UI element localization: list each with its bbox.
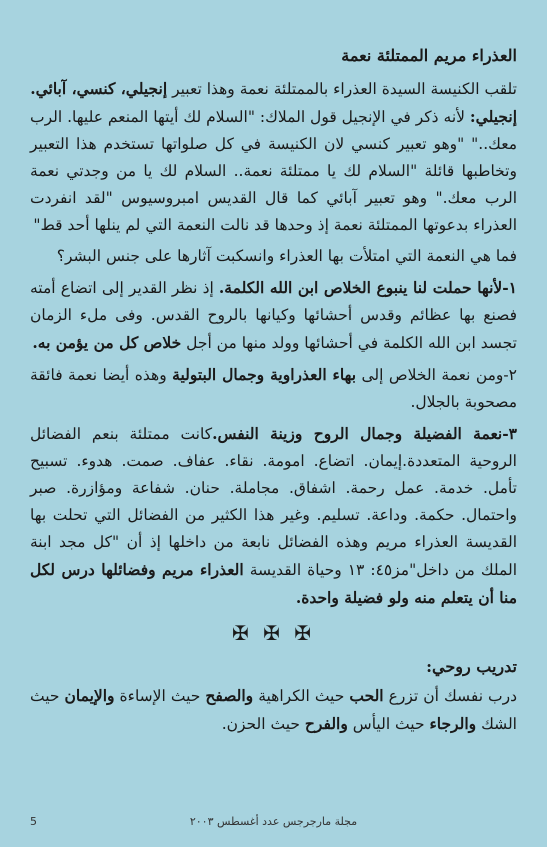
intro-text: تلقب الكنيسة السيدة العذراء بالممتلئة نعمة وهذا تعبير (167, 80, 517, 98)
exercise-bold: والصفح (205, 686, 254, 705)
exercise-part: حيث الكراهية (253, 687, 350, 705)
point-one (30, 274, 517, 357)
point-three (30, 420, 517, 612)
page-number: 5 (30, 815, 37, 828)
page-footer (30, 815, 517, 835)
point-three-text: كانت ممتلئة بنعم الفضائل الروحية المتعددة.إيمان. اتضاع. امومة. نقاء. عفاف. صمت. هدوء. تسبيح تأمل. خدمة. عمل رحمة. اشفاق. مجاملة. حنان. شفاعة ومؤازرة. صبر واحتمال. حكمة. وداعة. تسليم. وغير هذا الكثير من الفضائل التي تحلت بها القديسة العذراء مريم وهذه الفضائل نابعة من داخلها إذ أن "كل مجد ابنة الملك من داخل"مز٤٥: ١٣ وحياة القديسة (30, 425, 518, 579)
spiritual-exercise-title: تدريب روحي: (426, 657, 517, 676)
exercise-part: حيث الشك (30, 687, 517, 733)
spiritual-exercise-text (30, 682, 517, 738)
intro-paragraph (30, 75, 517, 239)
point-two-text-start: ٢-ومن نعمة الخلاص إلى (356, 366, 517, 384)
point-two (30, 361, 517, 416)
point-one-heading: ١-لأنها حملت لنا ينبوع الخلاص ابن الله الكلمة. (218, 278, 517, 297)
exercise-part: حيث الحزن. (221, 715, 305, 733)
exercise-bold: والفرح (304, 714, 348, 733)
exercise-part: حيث الإساءة (114, 687, 206, 705)
point-three-heading: ٣-نعمة الفضيلة وجمال الروح وزينة النفس. (212, 424, 517, 443)
point-one-bold-end: خلاص كل من يؤمن به. (32, 333, 182, 352)
exercise-bold: والرجاء (429, 714, 477, 733)
exercise-bold: الحب (349, 686, 384, 705)
intro-bold: إنجيلي، كنسي، آبائي. (30, 79, 168, 98)
journal-name: مجلة مارجرجس عدد أغسطس ٢٠٠٣ (189, 815, 358, 828)
article-title: العذراء مريم الممتلئة نعمة (341, 46, 517, 65)
point-one-text: إذ نظر القدير إلى اتضاع أمته فصنع بها عظائم وقدس أحشائها وكيانها بالروح القدس. وفى ملء الزمان تجسد ابن الله الكلمة في أحشائها وولد منها من أجل (30, 279, 517, 352)
gospel-text: لأنه ذكر في الإنجيل قول الملاك: "السلام لك أيتها المنعم عليها. الرب معك.." "وهو تعبير كنسي لان الكنيسة في كل صلواتها تستخدم هذا التعبير وتخاطبها قائلة "السلام لك يا ممتلئة نعمة.. السلام لك يا من وجدتي نعمة الرب معك." وهو تعبير آبائي كما قال القديس امبروسيوس "لقد انفردت العذراء بدعوتها الممتلئة نعمة إذ وحدها قد نالت النعمة التي لم ينلها أحد قط" (30, 108, 517, 234)
question-paragraph: فما هي النعمة التي امتلأت بها العذراء وانسكبت آثارها على جنس البشر؟ (56, 247, 517, 265)
exercise-part: حيث اليأس (347, 715, 430, 733)
exercise-part: درب نفسك أن تزرع (383, 687, 518, 705)
point-two-bold: بهاء العذراوية وجمال البتولية (172, 365, 357, 384)
point-three-bold-end: العذراء مريم وفضائلها درس لكل منا أن يتعلم منه ولو فضيلة واحدة. (30, 560, 517, 607)
article (30, 42, 517, 807)
exercise-bold: والإيمان (64, 686, 115, 705)
point-two-text-end: وهذه أيضا نعمة فائقة مصحوبة بالجلال. (30, 366, 517, 411)
gospel-label: إنجيلي: (469, 107, 517, 126)
cross-icons: ✠ ✠ ✠ (232, 621, 315, 645)
